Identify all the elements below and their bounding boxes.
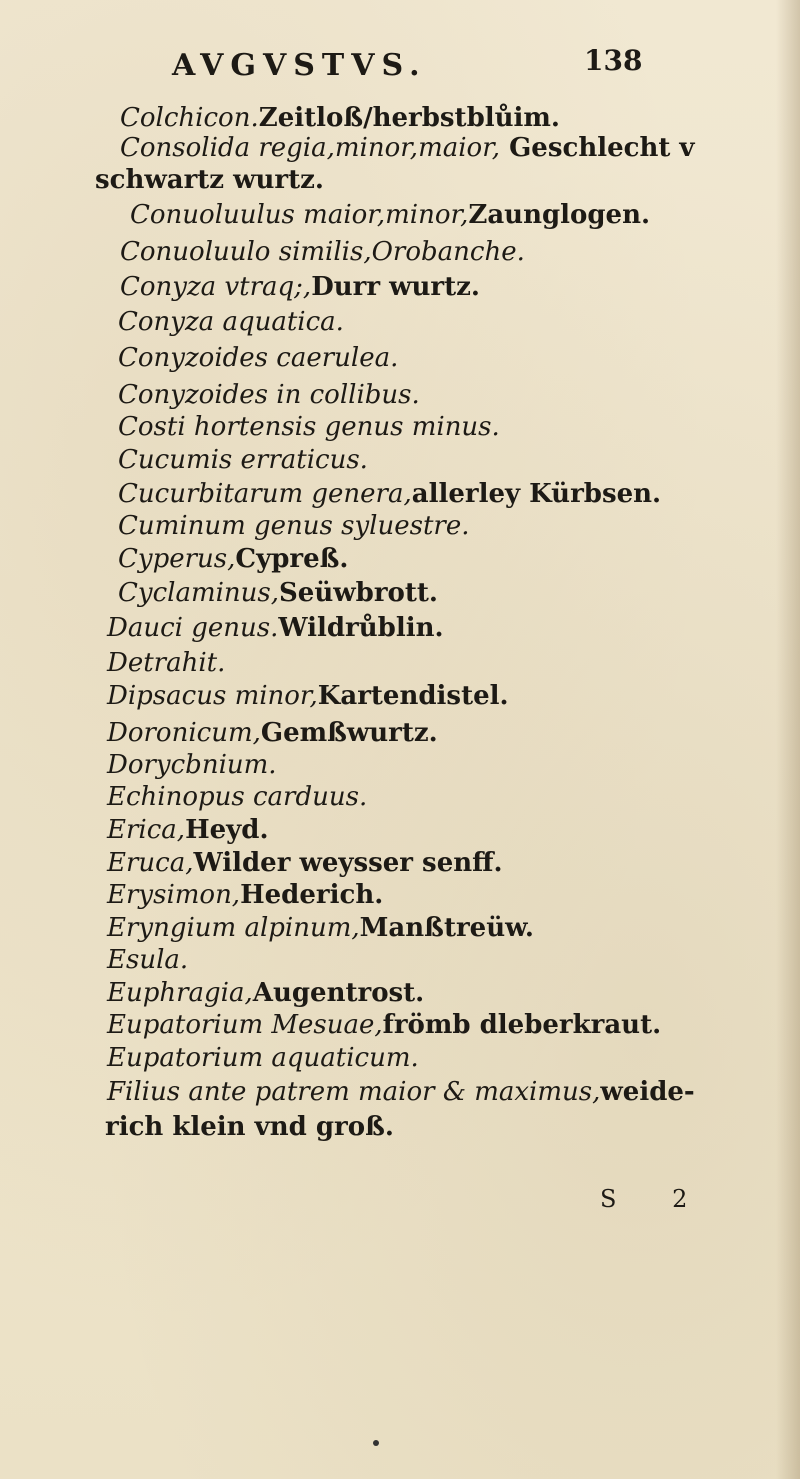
entry-line <box>120 133 695 163</box>
entry-line <box>107 815 269 845</box>
latin-name: Conuoluulo similis,Oroban <box>120 237 470 267</box>
entry-line <box>107 681 509 711</box>
latin-name: Cuminum genus syluestre. <box>118 511 470 541</box>
latin-name: Detrahit. <box>107 648 226 678</box>
entry-line <box>120 272 480 302</box>
latin-name: Conyza vtraq;, <box>120 272 312 302</box>
entry-line <box>105 1112 394 1142</box>
entry-line <box>107 1043 419 1073</box>
german-name: Wildrůblin. <box>278 613 444 643</box>
german-name: weide- <box>600 1077 695 1107</box>
entry-line <box>118 412 500 442</box>
german-name: rich klein vnd groß. <box>105 1112 394 1142</box>
entry-line <box>107 848 503 878</box>
entry-line <box>107 782 367 812</box>
latin-name: Dipsacus minor, <box>107 681 318 711</box>
running-head: AVGVSTVS. <box>172 48 427 83</box>
entry-line <box>118 445 368 475</box>
german-name: Seüwbrott. <box>279 578 438 608</box>
latin-name: Cucurbitarum genera, <box>118 479 412 509</box>
latin-name: Eupatorium aquaticum. <box>107 1043 419 1073</box>
entry-line <box>107 945 188 975</box>
latin-name: Euphragia, <box>107 978 253 1008</box>
signature-mark: S 2 <box>600 1185 712 1213</box>
entry-line <box>95 165 324 195</box>
entry-line <box>107 978 424 1008</box>
entry-line <box>107 718 438 748</box>
entry-line <box>118 307 344 337</box>
latin-name: Conyza aquatica. <box>118 307 344 337</box>
entry-line <box>130 200 650 230</box>
ink-speck <box>373 1440 379 1446</box>
german-name: Augentrost. <box>252 978 425 1008</box>
entry-line <box>107 880 383 910</box>
entry-line <box>120 103 560 133</box>
german-name: Gemßwurtz. <box>260 718 438 748</box>
latin-name: Conyzoides in collibus. <box>118 380 420 410</box>
german-name: Cypreß. <box>235 544 349 574</box>
entry-line <box>107 913 534 943</box>
latin-name: che. <box>469 237 525 267</box>
entry-line <box>118 544 348 574</box>
latin-name: Conuoluulus maior,minor, <box>130 200 469 230</box>
latin-name: Cyclaminus, <box>118 578 280 608</box>
latin-name: Cyperus, <box>118 544 236 574</box>
entry-line <box>118 343 398 373</box>
entry-line <box>118 578 438 608</box>
german-name: Geschlecht v <box>500 133 695 163</box>
german-name: Durr wurtz. <box>311 272 480 302</box>
page-number: 138 <box>584 44 643 77</box>
german-name: schwartz wurtz. <box>95 165 324 195</box>
entry-line <box>118 380 420 410</box>
latin-name: Esula. <box>107 945 189 975</box>
german-name: Kartendistel. <box>317 681 509 711</box>
entry-line <box>107 648 225 678</box>
entry-line <box>120 237 525 267</box>
latin-name: Doronicum, <box>107 718 261 748</box>
latin-name: Echinopus carduus. <box>107 782 368 812</box>
german-name: allerley Kürbsen. <box>411 479 662 509</box>
latin-name: Erica, <box>107 815 186 845</box>
latin-name: Erysimon, <box>107 880 241 910</box>
entry-line <box>107 1077 695 1107</box>
latin-name: Eupatorium Mesuae, <box>107 1010 383 1040</box>
latin-name: Filius ante patrem maior & maximus, <box>107 1077 601 1107</box>
german-name: Zeitloß/herbstblůim. <box>258 103 560 133</box>
latin-name: Eruca, <box>107 848 194 878</box>
german-name: Heyd. <box>185 815 269 845</box>
german-name: Hederich. <box>240 880 384 910</box>
latin-name: Colchicon. <box>120 103 259 133</box>
latin-name: Dorycbnium. <box>107 750 277 780</box>
latin-name: Cucumis erraticus. <box>118 445 368 475</box>
entry-line <box>118 511 470 541</box>
entry-line <box>107 750 277 780</box>
entry-line <box>118 479 661 509</box>
latin-name: Costi hortensis genus minus. <box>118 412 500 442</box>
entry-line <box>107 613 444 643</box>
german-name: Manßtreüw. <box>359 913 534 943</box>
latin-name: Conyzoides caerulea. <box>118 343 399 373</box>
german-name: frömb dleberkraut. <box>382 1010 662 1040</box>
entry-line <box>107 1010 661 1040</box>
german-name: Wilder weysser senff. <box>193 848 503 878</box>
latin-name: Consolida regia,minor,maior, <box>120 133 501 163</box>
latin-name: Eryngium alpinum, <box>107 913 360 943</box>
german-name: Zaunglogen. <box>468 200 651 230</box>
latin-name: Dauci genus. <box>107 613 279 643</box>
